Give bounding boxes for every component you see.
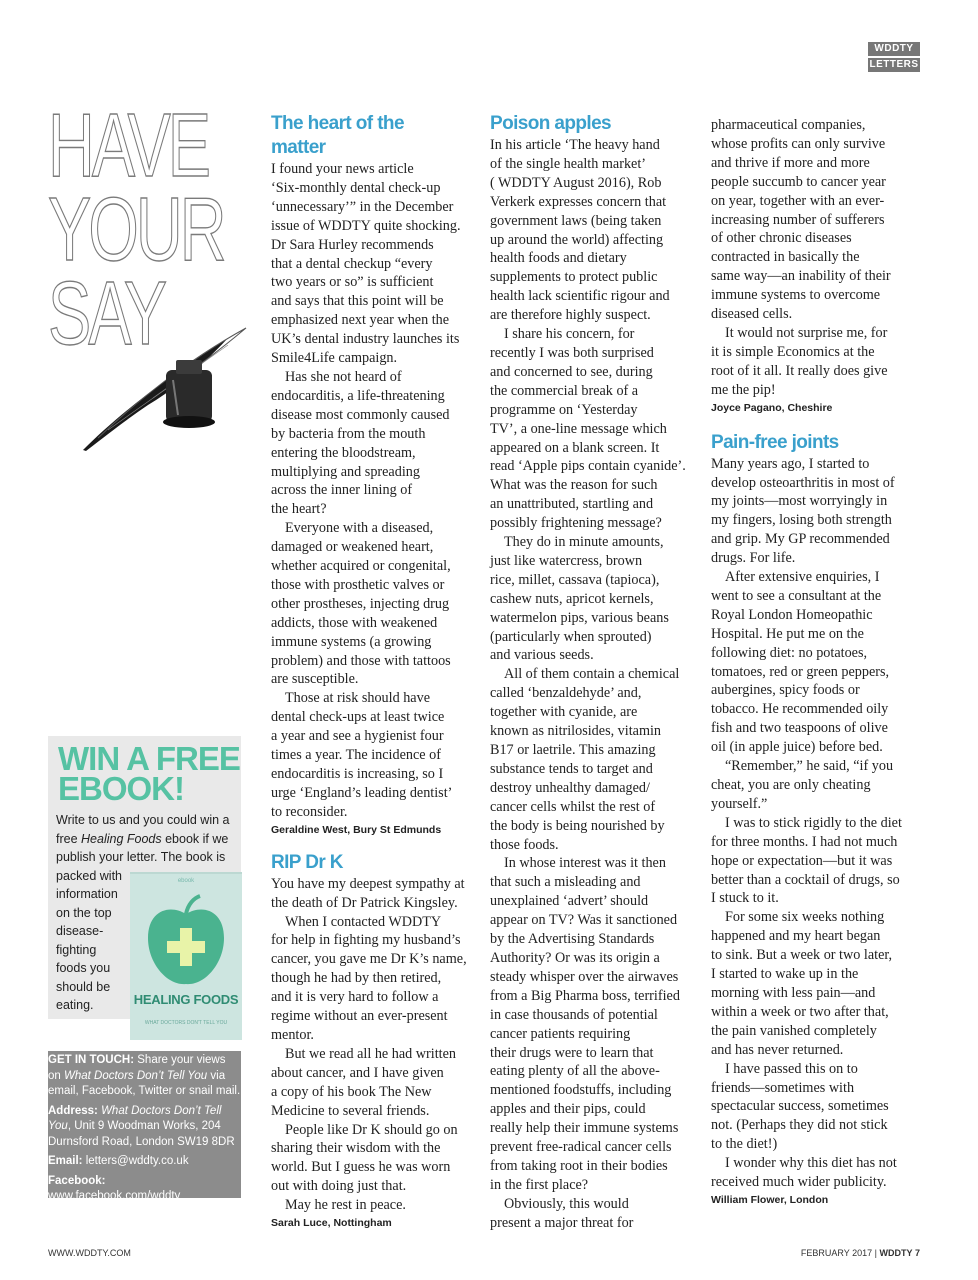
- ebook-text-line: packed with: [56, 868, 123, 883]
- text-line: from a Big Pharma boss, terrified: [490, 987, 680, 1004]
- text-line: ‘Six-monthly dental check-up: [271, 179, 441, 196]
- text-line: After extensive enquiries, I: [725, 569, 880, 586]
- contact-address: Address: What Doctors Don’t Tell You, Unit 9 Woodman Works, 204 Durnsford Road, London SW19 8DR: [48, 1104, 235, 1148]
- text-line: I have passed this on to: [725, 1060, 858, 1077]
- cover-title: HEALING FOODS: [133, 992, 239, 1007]
- text-line: unexplained ‘advert’ should: [490, 893, 649, 910]
- ebook-text-line: fighting: [56, 942, 97, 957]
- text-line: appear on TV? Was it sanctioned: [490, 912, 678, 929]
- section-tag-letters: LETTERS: [869, 59, 919, 70]
- text-line: following diet: no potatoes,: [711, 644, 868, 661]
- text-line: In whose interest was it then: [504, 855, 666, 872]
- paragraph: [490, 325, 686, 533]
- paragraph: [271, 368, 459, 519]
- text-line: within a week or two after that,: [711, 1003, 889, 1020]
- twitter-link[interactable]: www.twitter.com/wddty: [91, 1209, 208, 1222]
- paragraph: [711, 568, 899, 757]
- text-line: Obviously, this would: [504, 1195, 629, 1212]
- text-line: contracted in basically the: [711, 249, 860, 266]
- letter-signature: Geraldine West, Bury St Edmunds: [271, 823, 442, 836]
- ebook-text-line: eating.: [56, 998, 94, 1012]
- paragraph: [711, 116, 899, 324]
- paragraph: [490, 854, 678, 1194]
- text-line: just like watercress, brown: [490, 552, 643, 569]
- text-line: root of it all. It really does give: [711, 362, 888, 379]
- ebook-title-line: WIN A FREE: [58, 740, 240, 777]
- text-line: Everyone with a diseased,: [285, 520, 434, 537]
- text-line: Smile4Life campaign.: [271, 350, 398, 367]
- cover-subtitle: WHAT DOCTORS DON'T TELL YOU: [144, 1020, 228, 1026]
- text-line: urge ‘England’s leading dentist’: [271, 784, 453, 801]
- text-line: read ‘Apple pips contain cyanide’.: [490, 458, 686, 475]
- text-line: drugs. For life.: [711, 550, 796, 567]
- contact-email: Email: letters@wddty.co.uk: [48, 1155, 189, 1167]
- text-line: those foods.: [490, 836, 559, 853]
- text-line: I wonder why this diet has not: [725, 1155, 897, 1172]
- contact-twitter: Twitter: www.twitter.com/wddty: [48, 1209, 208, 1222]
- text-line: “Remember,” he said, “if you: [725, 758, 894, 775]
- cover-label: ebook: [177, 878, 195, 884]
- have-your-say-heading: [48, 96, 224, 364]
- text-line: damaged or weakened heart,: [271, 539, 434, 556]
- ebook-title: [58, 740, 240, 807]
- text-line: health lack scientific rigour and: [490, 288, 670, 305]
- letter-signature: Joyce Pagano, Cheshire: [711, 401, 833, 414]
- text-line: for help in fighting my husband’s: [271, 932, 461, 949]
- text-line: about cancer, and I have given: [271, 1064, 444, 1081]
- text-line: pharmaceutical companies,: [711, 117, 866, 133]
- text-line: multiplying and spreading: [271, 463, 420, 480]
- text-line: of other chronic diseases: [711, 230, 852, 247]
- text-line: really help their immune systems: [490, 1120, 679, 1137]
- text-line: diseased cells.: [711, 306, 793, 323]
- letter-heading-pain-free: Pain-free joints: [711, 431, 839, 453]
- paragraph: [271, 875, 465, 913]
- text-line: and says that this point will be: [271, 293, 444, 310]
- text-line: world. But I guess he was worn: [271, 1159, 451, 1176]
- paragraph: [711, 908, 899, 1059]
- text-line: It would not surprise me, for: [725, 324, 888, 341]
- section-tag-wddty: WDDTY: [868, 42, 920, 56]
- text-line: hope or expectation—but it was: [711, 852, 893, 869]
- text-line: (particularly when sprouted): [490, 628, 652, 645]
- text-line: cancer cells whilst the rest of: [490, 798, 656, 815]
- letter-signature: William Flower, London: [711, 1193, 829, 1206]
- text-line: a year and see a hygienist four: [271, 728, 444, 745]
- text-line: spectacular success, sometimes: [711, 1098, 889, 1115]
- text-line: across the inner lining of: [271, 482, 413, 499]
- text-line: whose profits can only survive: [711, 135, 886, 152]
- paragraph: [490, 136, 678, 325]
- text-line: from taking root in their bodies: [490, 1157, 668, 1174]
- letter-signature: Sarah Luce, Nottingham: [271, 1217, 392, 1230]
- text-line: Verkerk expresses concern that: [490, 193, 667, 210]
- text-line: B17 or laetrile. This amazing: [490, 742, 656, 758]
- text-line: sharing their wisdom with the: [271, 1140, 441, 1157]
- letter-body-rip: [271, 875, 467, 1215]
- text-line: I share his concern, for: [504, 326, 635, 343]
- text-line: not. (Perhaps they did not stick: [711, 1117, 888, 1134]
- paragraph: [271, 1045, 459, 1121]
- ebook-text-line: information: [56, 887, 118, 901]
- text-line: possibly frightening message?: [490, 515, 662, 532]
- text-line: cashew nuts, apricot kernels,: [490, 590, 654, 607]
- letter-body-pain-free: [711, 455, 902, 1192]
- heading-word-your: YOUR: [48, 180, 224, 280]
- text-line: In his article ‘The heavy hand: [490, 137, 660, 153]
- text-line: in the first place?: [490, 1176, 589, 1193]
- text-line: other prostheses, injecting drug: [271, 595, 450, 612]
- text-line: increasing number of sufferers: [711, 211, 885, 228]
- text-line: They do in minute amounts,: [504, 534, 664, 551]
- ebook-cover-image: [130, 872, 242, 1040]
- text-line: oil (in apple juice) before bed.: [711, 739, 883, 756]
- apple-plus-icon: [130, 886, 242, 998]
- text-line: though he had by then retired,: [271, 970, 442, 987]
- text-line: to the diet!): [711, 1136, 778, 1153]
- letter-body-poison-apples: [490, 136, 686, 1233]
- facebook-link[interactable]: www.facebook.com/wddty: [48, 1190, 181, 1202]
- text-line: to sink. But a week or two later,: [711, 947, 893, 964]
- text-line: and it is very hard to follow a: [271, 989, 439, 1006]
- text-line: addicts, those with weakened: [271, 614, 438, 631]
- text-line: went to see a consultant at the: [711, 587, 882, 604]
- footer-page-info: FEBRUARY 2017 | WDDTY 7: [800, 1248, 920, 1258]
- letters-column-2: [490, 112, 686, 1233]
- text-line: destroy unhealthy damaged/: [490, 779, 650, 796]
- text-line: better than a cocktail of drugs, so: [711, 871, 900, 888]
- footer-website: WWW.WDDTY.COM: [48, 1248, 131, 1258]
- text-line: UK’s dental industry launches its: [271, 331, 460, 348]
- text-line: supplements to protect public: [490, 269, 658, 286]
- email-link[interactable]: letters@wddty.co.uk: [85, 1155, 189, 1167]
- text-line: dental check-ups at least twice: [271, 709, 445, 726]
- text-line: and thrive if more and more: [711, 154, 870, 171]
- text-line: tobacco. He recommended oily: [711, 701, 889, 718]
- paragraph: [711, 324, 899, 400]
- text-line: TV’, a one-line message which: [490, 420, 667, 437]
- text-line: an unattributed, startling and: [490, 496, 654, 513]
- text-line: For some six weeks nothing: [725, 909, 885, 926]
- text-line: their drugs were to learn that: [490, 1044, 654, 1061]
- text-line: the heart?: [271, 501, 327, 518]
- ebook-text-line: free Healing Foods ebook if we: [56, 831, 229, 846]
- text-line: same way—an inability of their: [711, 268, 891, 285]
- text-line: recently I was both surprised: [490, 344, 654, 361]
- text-line: people succumb to cancer year: [711, 173, 886, 190]
- text-line: tomatoes, red or green peppers,: [711, 663, 890, 680]
- text-line: the body is being nourished by: [490, 817, 665, 834]
- text-line: Has she not heard of: [285, 368, 402, 385]
- text-line: watermelon pips, various beans: [490, 609, 669, 626]
- text-line: and various seeds.: [490, 647, 594, 664]
- text-line: issue of WDDTY quite shocking.: [271, 217, 461, 234]
- text-line: When I contacted WDDTY: [285, 913, 442, 930]
- paragraph: [490, 1195, 678, 1233]
- text-line: All of them contain a chemical: [504, 666, 680, 683]
- text-line: ‘unnecessary’” in the December: [271, 198, 454, 215]
- contact-panel: [48, 1051, 241, 1222]
- text-line: and concerned to see, during: [490, 363, 653, 380]
- text-line: I stuck to it.: [711, 890, 779, 907]
- text-line: disease most commonly caused: [271, 406, 450, 423]
- text-line: May he rest in peace.: [285, 1197, 406, 1214]
- text-line: known as nitrilosides, vitamin: [490, 723, 662, 740]
- text-line: by the Advertising Standards: [490, 931, 655, 948]
- text-line: Medicine to several friends.: [271, 1102, 430, 1119]
- text-line: Authority? Or was its origin a: [490, 949, 660, 966]
- text-line: I was to stick rigidly to the diet: [725, 814, 902, 831]
- letter-heading-heart: The heart of the matter: [271, 113, 404, 158]
- paragraph: [490, 533, 678, 665]
- paragraph: [271, 1196, 459, 1215]
- paragraph: [271, 519, 459, 689]
- text-line: steady whisper over the airwaves: [490, 968, 679, 985]
- cover-band: [130, 872, 242, 874]
- paragraph: [711, 1060, 899, 1155]
- text-line: my fingers, losing both strength: [711, 512, 892, 529]
- text-line: two years or so” is sufficient: [271, 274, 434, 291]
- text-line: for three months. I had not much: [711, 833, 898, 850]
- letter-body-poison-apples-cont: [711, 116, 899, 400]
- text-line: But we read all he had written: [285, 1045, 456, 1062]
- text-line: to reconsider.: [271, 803, 348, 820]
- ebook-text-line: publish your letter. The book is: [56, 850, 226, 864]
- text-line: and has never returned.: [711, 1041, 844, 1058]
- text-line: that a dental checkup “every: [271, 255, 433, 272]
- text-line: cancer patients requiring: [490, 1025, 631, 1042]
- letter-heading-poison-apples: Poison apples: [490, 113, 612, 134]
- text-line: yourself.”: [711, 795, 768, 812]
- text-line: those with prosthetic valves or: [271, 576, 445, 593]
- text-line: times a year. The incidence of: [271, 747, 441, 764]
- text-line: friends—sometimes with: [711, 1079, 855, 1096]
- text-line: problem) and those with tattoos: [271, 652, 451, 669]
- ebook-text-line: foods you: [56, 961, 111, 975]
- text-line: People like Dr K should go on: [285, 1121, 458, 1138]
- text-line: on year, together with an ever-: [711, 192, 885, 209]
- paragraph: [711, 814, 902, 909]
- text-line: emphasized next year when the: [271, 312, 450, 329]
- text-line: received much wider publicity.: [711, 1174, 887, 1191]
- text-line: by bacteria from the mouth: [271, 425, 426, 442]
- text-line: fish and two teaspoons of olive: [711, 720, 888, 737]
- text-line: the commercial break of a: [490, 382, 639, 399]
- text-line: entering the bloodstream,: [271, 444, 416, 461]
- text-line: government laws (being taken: [490, 212, 662, 229]
- paragraph: [711, 757, 899, 814]
- text-line: morning with less pain—and: [711, 984, 876, 1001]
- text-line: out with doing just that.: [271, 1178, 407, 1195]
- paragraph: [711, 455, 899, 568]
- text-line: appeared on a blank screen. It: [490, 439, 660, 456]
- text-line: programme on ‘Yesterday: [490, 401, 638, 418]
- paragraph: [490, 665, 678, 854]
- heading-word-say: SAY: [48, 264, 165, 364]
- letters-column-3: [711, 116, 902, 1207]
- text-line: apples and their pips, could: [490, 1101, 646, 1118]
- text-line: prevent free-radical cancer cells: [490, 1139, 672, 1156]
- paragraph: [271, 1121, 459, 1197]
- text-line: present a major threat for: [490, 1214, 634, 1231]
- text-line: regime without an ever-present: [271, 1008, 448, 1025]
- text-line: together with cyanide, are: [490, 704, 638, 721]
- paragraph: [271, 689, 459, 821]
- letters-column-1: [271, 112, 467, 1230]
- ebook-text-line: on the top: [56, 905, 112, 920]
- paragraph: [271, 160, 459, 368]
- text-line: health foods and dietary: [490, 250, 627, 267]
- text-line: ( WDDTY August 2016), Rob: [490, 174, 662, 191]
- text-line: the pain vanished completely: [711, 1022, 877, 1039]
- ebook-text-line: should be: [56, 979, 111, 994]
- text-line: What was the reason for such: [490, 477, 658, 494]
- paragraph: [711, 1154, 899, 1192]
- letter-heading-rip: RIP Dr K: [271, 851, 343, 873]
- text-line: are therefore highly suspect.: [490, 307, 651, 324]
- text-line: immune systems (a growing: [271, 633, 432, 650]
- text-line: that such a misleading and: [490, 874, 641, 891]
- text-line: I found your news article: [271, 161, 414, 177]
- text-line: me the pip!: [711, 381, 776, 398]
- heading-word-have: HAVE: [48, 96, 209, 196]
- quill-and-inkwell-image: [78, 320, 258, 460]
- paragraph: [271, 913, 467, 1045]
- ebook-text-line: Write to us and you could win a: [56, 813, 230, 827]
- ebook-title-line: EBOOK!: [58, 770, 184, 807]
- text-line: substance tends to target and: [490, 760, 653, 777]
- section-tag: [868, 42, 920, 72]
- text-line: Many years ago, I started to: [711, 455, 870, 472]
- text-line: You have my deepest sympathy at: [271, 875, 465, 892]
- text-line: a copy of his book The New: [271, 1083, 432, 1100]
- text-line: endocarditis, a life-threatening: [271, 387, 445, 404]
- text-line: Those at risk should have: [285, 690, 430, 707]
- text-line: happened and my heart began: [711, 928, 881, 945]
- text-line: of the single health market’: [490, 155, 647, 172]
- letter-body-heart: [271, 160, 459, 822]
- text-line: cancer, you gave me Dr K’s name,: [271, 951, 467, 968]
- text-line: and grip. My GP recommended: [711, 531, 890, 548]
- contact-facebook: Facebook: www.facebook.com/wddty: [48, 1174, 181, 1202]
- get-in-touch: GET IN TOUCH: Share your views on What Doctors Don’t Tell You via email, Facebook, Twitter or snail mail.: [48, 1054, 241, 1097]
- text-line: develop osteoarthritis in most of: [711, 474, 895, 491]
- text-line: Hospital. He put me on the: [711, 625, 864, 642]
- text-line: rice, millet, cassava (tapioca),: [490, 571, 660, 588]
- text-line: my joints—most worryingly in: [711, 493, 888, 510]
- text-line: up around the world) affecting: [490, 231, 664, 248]
- text-line: endocarditis is increasing, so I: [271, 766, 444, 782]
- text-line: are susceptible.: [271, 671, 359, 688]
- text-line: called ‘benzaldehyde’ and,: [490, 685, 642, 702]
- text-line: eating plenty of all the above-: [490, 1063, 660, 1080]
- text-line: whether acquired or congenital,: [271, 558, 451, 575]
- text-line: the death of Dr Patrick Kingsley.: [271, 894, 458, 911]
- text-line: immune systems to overcome: [711, 287, 881, 304]
- text-line: I started to wake up in the: [711, 966, 859, 983]
- text-line: cheat, you are only cheating: [711, 777, 871, 793]
- ebook-text-line: disease-: [56, 924, 104, 938]
- text-line: mentor.: [271, 1026, 314, 1043]
- text-line: Royal London Homeopathic: [711, 606, 873, 623]
- text-line: mentioned foodstuffs, including: [490, 1082, 672, 1099]
- text-line: aubergines, spicy foods or: [711, 682, 860, 699]
- text-line: Dr Sara Hurley recommends: [271, 236, 434, 253]
- text-line: it is simple Economics at the: [711, 343, 875, 360]
- text-line: in case thousands of potential: [490, 1006, 658, 1023]
